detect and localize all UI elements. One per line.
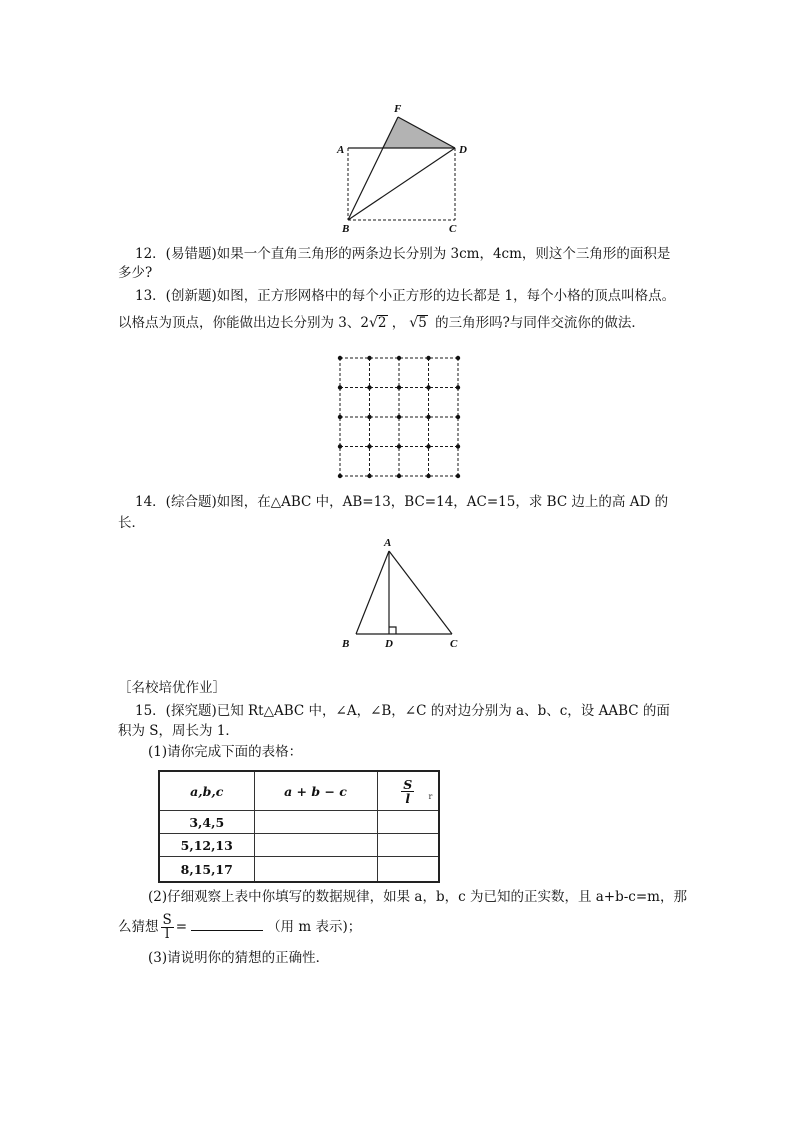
radical-2	[369, 314, 388, 332]
table-row	[159, 857, 439, 883]
blank-cell	[377, 811, 439, 834]
section-heading: ［名校培优作业］	[118, 680, 226, 696]
grid-point	[397, 474, 401, 478]
radical-5	[409, 314, 428, 332]
label-b: B	[342, 223, 350, 235]
table-header-row	[159, 771, 439, 811]
blank-cell	[254, 834, 377, 857]
row-label: 5,12,13	[159, 834, 254, 857]
q15-part-1: (1)请你完成下面的表格：	[148, 744, 303, 760]
blank-cell	[254, 857, 377, 883]
side-ab	[356, 551, 389, 634]
answer-blank	[191, 918, 263, 931]
grid-point	[367, 356, 371, 360]
grid-point	[426, 474, 430, 478]
grid-point	[338, 385, 342, 389]
grid-point	[426, 356, 430, 360]
radicand: 2	[377, 315, 387, 331]
q13-line-2-suffix: 的三角形吗?与同伴交流你的做法．	[435, 315, 645, 331]
header-note: r	[428, 791, 433, 801]
q13-line-1: 13．(创新题)如图，正方形网格中的每个小正方形的边长都是 1，每个小格的顶点叫格点。	[135, 288, 676, 304]
grid-point	[338, 415, 342, 419]
grid-point	[367, 415, 371, 419]
q12-line-1: 12．(易错题)如果一个直角三角形的两条边长分别为 3cm，4cm，则这个三角形的面积是	[135, 246, 671, 262]
grid-point	[456, 415, 460, 419]
q15-part-2-line-1: (2)仔细观察上表中你填写的数据规律，如果 a，b，c 为已知的正实数，且 a+b-c=m，那	[148, 889, 687, 905]
table-row	[159, 811, 439, 834]
q13-line-2	[118, 314, 645, 332]
answer-table	[158, 770, 440, 883]
part-2-suffix: （用 m 表示)；	[267, 919, 362, 935]
fraction-numerator: S	[162, 912, 172, 928]
header-fraction	[401, 778, 414, 805]
q13-line-2-mid: ，	[391, 315, 406, 331]
label-c: C	[450, 638, 458, 650]
blank-cell	[254, 811, 377, 834]
right-angle-mark	[389, 627, 396, 634]
figure-rectangle-abcd	[330, 98, 475, 238]
side-ac	[389, 551, 452, 634]
header-s-over-l	[377, 771, 439, 811]
grid-point	[338, 444, 342, 448]
fraction-denominator: l	[161, 927, 174, 941]
table-row	[159, 834, 439, 857]
s-over-l-fraction	[161, 914, 174, 941]
q15-part-3: (3)请说明你的猜想的正确性．	[148, 950, 330, 966]
grid-group	[338, 356, 460, 478]
grid-point	[338, 356, 342, 360]
fraction-numerator: S	[403, 776, 413, 792]
label-f: F	[394, 103, 402, 115]
grid-point	[456, 474, 460, 478]
part-2-prefix: 么猜想	[118, 919, 159, 935]
header-fraction-wrap	[399, 776, 433, 806]
q12-line-2: 多少?	[118, 265, 153, 281]
label-d: D	[385, 638, 393, 650]
grid-point	[338, 474, 342, 478]
grid-point	[456, 385, 460, 389]
q14-line-1: 14．(综合题)如图，在△ABC 中，AB=13，BC=14，AC=15，求 BC 边上的高 AD 的	[135, 494, 669, 510]
grid-point	[456, 444, 460, 448]
label-c: C	[449, 223, 457, 235]
label-b: B	[342, 638, 350, 650]
q13-line-2-prefix: 以格点为顶点，你能做出边长分别为 3、2	[118, 315, 369, 331]
label-a: A	[384, 537, 392, 549]
label-d: D	[459, 144, 467, 156]
grid-point	[397, 356, 401, 360]
header-abc: a,b,c	[159, 771, 254, 811]
blank-cell	[377, 834, 439, 857]
sqrt-sign: √	[368, 315, 378, 331]
figure-square-grid	[330, 348, 470, 488]
q15-line-1: 15．(探究题)已知 Rt△ABC 中，∠A，∠B，∠C 的对边分别为 a、b、c，设 AABC 的面	[135, 703, 670, 719]
grid-point	[397, 385, 401, 389]
sqrt-sign: √	[409, 315, 419, 331]
q14-line-2: 长．	[118, 515, 145, 531]
label-a: A	[337, 144, 345, 156]
grid-point	[367, 385, 371, 389]
fraction-denominator: l	[401, 791, 414, 805]
header-a-plus-b-minus-c: a + b − c	[254, 771, 377, 811]
q15-line-2: 积为 S，周长为 1．	[118, 723, 239, 739]
grid-point	[367, 444, 371, 448]
segment-bd	[348, 148, 455, 220]
blank-cell	[377, 857, 439, 883]
shaded-triangle	[382, 117, 455, 148]
radicand: 5	[418, 315, 427, 331]
row-label: 3,4,5	[159, 811, 254, 834]
equals-sign: =	[175, 919, 188, 935]
q15-part-2-line-2	[118, 912, 361, 942]
grid-point	[426, 444, 430, 448]
grid-point	[367, 474, 371, 478]
figure-triangle-abc	[335, 532, 470, 652]
grid-point	[397, 444, 401, 448]
row-label: 8,15,17	[159, 857, 254, 883]
grid-point	[426, 415, 430, 419]
segment-bf	[348, 117, 398, 220]
grid-point	[456, 356, 460, 360]
grid-point	[397, 415, 401, 419]
grid-point	[426, 385, 430, 389]
